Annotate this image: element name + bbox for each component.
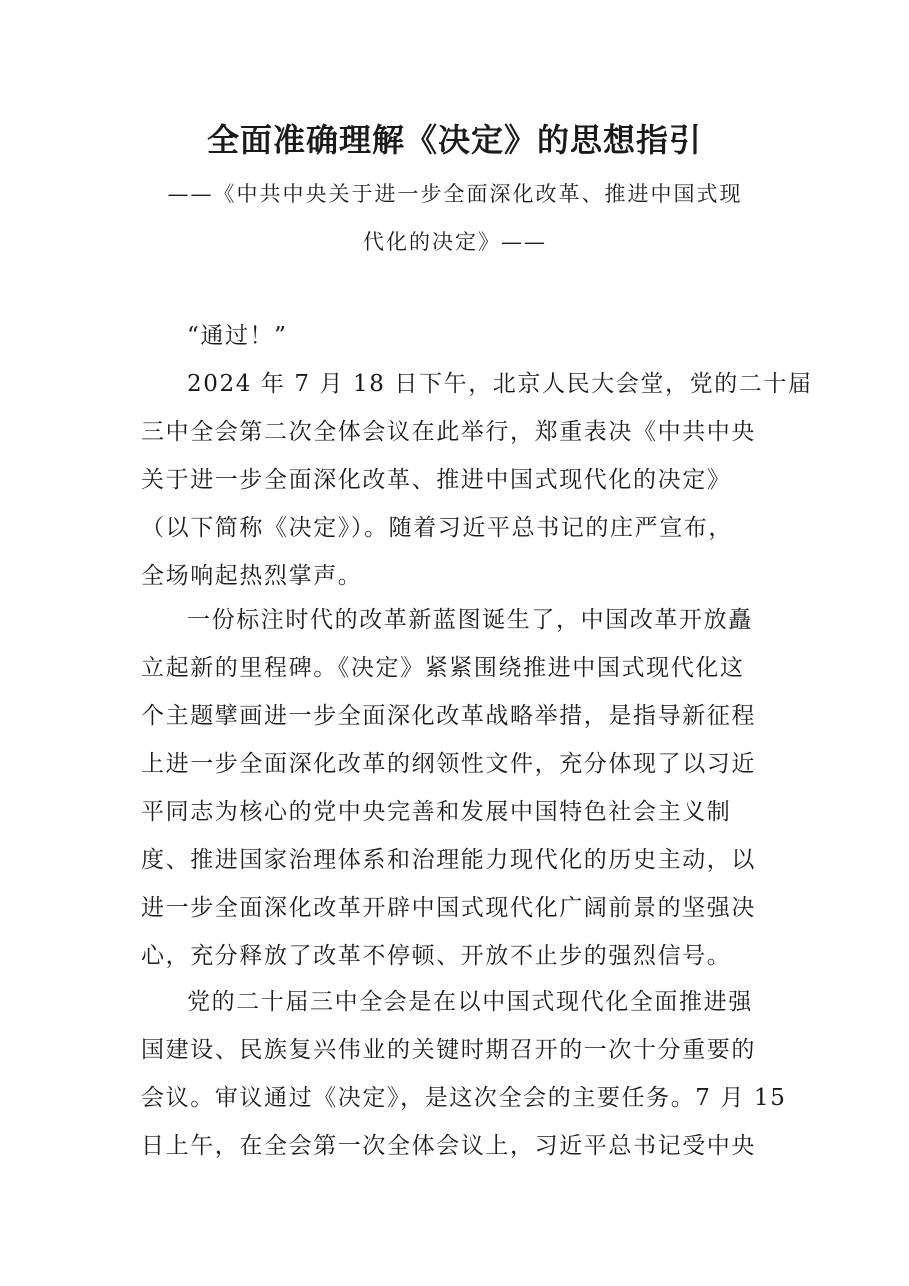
document-subtitle-line-2: 代化的决定》—— <box>363 230 547 254</box>
document-subtitle-line-1: ——《中共中央关于进一步全面深化改革、推进中国式现 <box>167 182 743 206</box>
paragraph-3 <box>141 596 773 980</box>
paragraph-line: “通过！” <box>187 323 288 349</box>
paragraph-line: 上进一步全面深化改革的纲领性文件，充分体现了以习近 <box>141 751 756 777</box>
paragraph-1 <box>141 312 773 360</box>
paragraph-line: 会议。审议通过《决定》，是这次全会的主要任务。7 月 15 <box>141 1085 787 1111</box>
paragraph-line: 个主题擘画进一步全面深化改革战略举措，是指导新征程 <box>141 703 756 729</box>
paragraph-line: 全场响起热烈掌声。 <box>141 563 363 589</box>
paragraph-line: 日上午，在全会第一次全体会议上，习近平总书记受中央 <box>141 1133 756 1159</box>
paragraph-line: 党的二十届三中全会是在以中国式现代化全面推进强 <box>187 989 753 1015</box>
paragraph-line: 进一步全面深化改革开辟中国式现代化广阔前景的坚强决 <box>141 895 756 921</box>
paragraph-line: 关于进一步全面深化改革、推进中国式现代化的决定》 <box>141 467 732 493</box>
paragraph-line: （以下简称《决定》）。随着习近平总书记的庄严宣布， <box>141 515 733 541</box>
paragraph-line: 三中全会第二次全体会议在此举行，郑重表决《中共中央 <box>141 419 756 445</box>
paragraph-line: 平同志为核心的党中央完善和发展中国特色社会主义制 <box>141 799 732 825</box>
paragraph-line: 一份标注时代的改革新蓝图诞生了，中国改革开放矗 <box>187 607 753 633</box>
document-title: 全面准确理解《决定》的思想指引 <box>206 121 702 159</box>
paragraph-line: 立起新的里程碑。《决定》紧紧围绕推进中国式现代化这 <box>141 655 745 681</box>
paragraph-2 <box>141 360 813 600</box>
paragraph-line: 度、推进国家治理体系和治理能力现代化的历史主动，以 <box>141 847 756 873</box>
paragraph-line: 心，充分释放了改革不停顿、开放不止步的强烈信号。 <box>141 943 732 969</box>
paragraph-line: 国建设、民族复兴伟业的关键时期召开的一次十分重要的 <box>141 1037 756 1063</box>
paragraph-4 <box>141 978 787 1170</box>
paragraph-line: 2024 年 7 月 18 日下午，北京人民大会堂，党的二十届 <box>187 371 813 397</box>
